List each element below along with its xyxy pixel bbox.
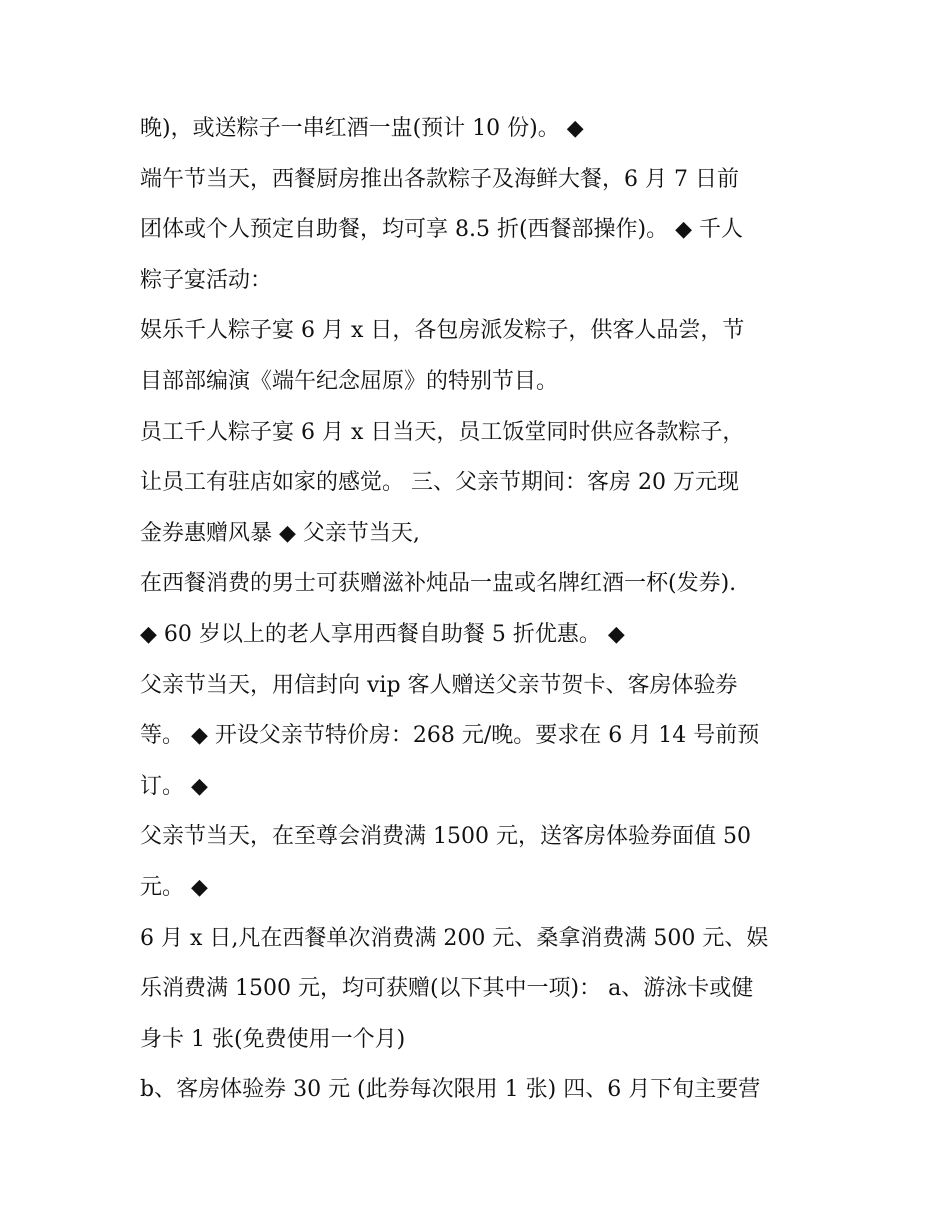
text-line: 订。 ◆	[140, 773, 208, 799]
text-line: 让员工有驻店如家的感觉。 三、父亲节期间：客房 20 万元现	[140, 470, 739, 496]
text-line: 父亲节当天，在至尊会消费满 1500 元，送客房体验券面值 50	[140, 824, 751, 850]
text-line: 父亲节当天，用信封向 vip 客人赠送父亲节贺卡、客房体验券	[140, 672, 738, 698]
text-line: 元。 ◆	[140, 874, 208, 900]
text-line: ◆ 60 岁以上的老人享用西餐自助餐 5 折优惠。 ◆	[140, 621, 625, 647]
text-line: 端午节当天，西餐厨房推出各款粽子及海鲜大餐，6 月 7 日前	[140, 166, 739, 192]
text-line: 目部部编演《端午纪念屈原》的特别节目。	[140, 368, 559, 394]
text-line: 身卡 1 张(免费使用一个月)	[140, 1026, 406, 1052]
text-line: 6 月 x 日,凡在西餐单次消费满 200 元、桑拿消费满 500 元、娱	[140, 925, 769, 951]
text-line: 员工千人粽子宴 6 月 x 日当天，员工饭堂同时供应各款粽子，	[140, 419, 745, 445]
text-line: 粽子宴活动：	[140, 267, 273, 293]
text-line: 晚)，或送粽子一串红酒一盅(预计 10 份)。 ◆	[140, 116, 584, 141]
text-line: 在西餐消费的男士可获赠滋补炖品一盅或名牌红酒一杯(发券).	[140, 571, 737, 597]
text-line: 金券惠赠风暴 ◆ 父亲节当天,	[140, 520, 420, 546]
document-body	[140, 104, 820, 1116]
text-line: 娱乐千人粽子宴 6 月 x 日，各包房派发粽子，供客人品尝，节	[140, 318, 745, 344]
text-line: 乐消费满 1500 元，均可获赠(以下其中一项)： a、游泳卡或健	[140, 976, 754, 1002]
text-line: b、客房体验券 30 元 (此券每次限用 1 张) 四、6 月下旬主要营	[140, 1077, 761, 1103]
text-line: 等。 ◆ 开设父亲节特价房：268 元/晚。要求在 6 月 14 号前预	[140, 723, 760, 749]
text-line: 团体或个人预定自助餐，均可享 8.5 折(西餐部操作)。 ◆ 千人	[140, 217, 744, 243]
